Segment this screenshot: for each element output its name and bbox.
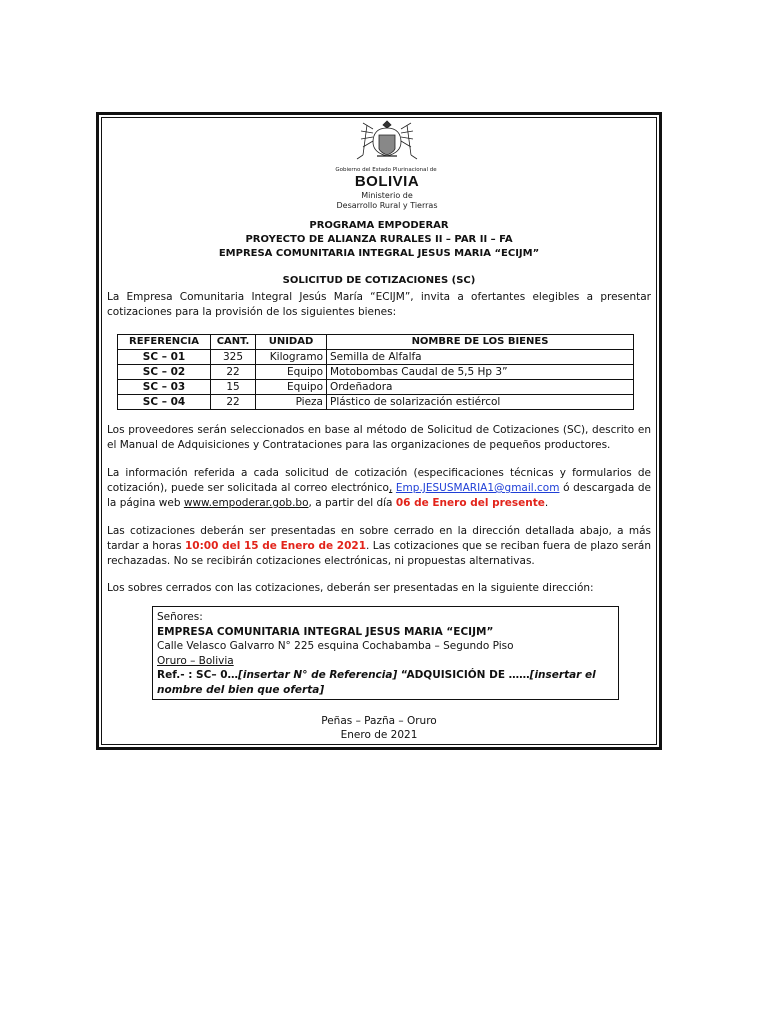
company-title: EMPRESA COMUNITARIA INTEGRAL JESUS MARIA “ECIJM” [218,248,540,259]
ministry-line-1: Ministerio de [361,191,413,200]
address-box [152,606,619,700]
document-title: SOLICITUD DE COTIZACIONES (SC) [282,275,476,286]
footer-place: Peñas – Pazña – Oruro [321,715,437,727]
selection-paragraph: Los proveedores serán seleccionados en base al método de Solicitud de Cotizaciones (SC), descrito en el Manual de Adquisiciones y Contrataciones para las organizaciones de pequeños productores. [107,424,651,451]
cell-unidad: Pieza [256,395,327,410]
deadline-date: 10:00 del 15 de Enero de 2021 [184,540,367,552]
ref-mid: “ADQUISICIÓN DE …… [397,669,530,681]
government-line: Gobierno del Estado Plurinacional de [335,167,437,173]
intro-paragraph: La Empresa Comunitaria Integral Jesús María “ECIJM”, invita a ofertantes elegibles a presentar cotizaciones para la provisión de los siguientes bienes: [107,291,651,318]
table-row [118,395,634,410]
cell-cant: 325 [211,350,256,365]
cell-ref: SC – 02 [118,365,211,380]
ref-insert-2: [insertar el nombre del bien que oferta] [157,669,596,696]
table-row [118,365,634,380]
deadline-paragraph [107,524,651,569]
ref-label: Ref.- : SC– 0… [157,669,239,681]
program-title: PROGRAMA EMPODERAR [309,220,449,231]
header-unidad: UNIDAD [256,335,327,350]
address-salutation: Señores: [157,611,203,623]
info-comma: , [388,482,393,494]
info-text-2: ó descargada de la página web [107,482,651,509]
info-text-1: La información referida a cada solicitud de cotización (especificaciones técnicas y formularios de cotización), puede ser solicitada al correo electrónico [107,467,651,494]
goods-table [117,334,634,410]
address-reference [157,668,614,697]
ministry-name [307,191,467,211]
cell-cant: 22 [211,395,256,410]
ministry-line-2: Desarrollo Rural y Tierras [336,201,438,210]
cell-unidad: Equipo [256,365,327,380]
table-header-row [118,335,634,350]
cell-ref: SC – 04 [118,395,211,410]
table-row [118,380,634,395]
cell-cant: 22 [211,365,256,380]
cell-ref: SC – 01 [118,350,211,365]
document-frame [96,112,662,750]
start-date: 06 de Enero del presente [395,497,545,509]
cell-nombre: Semilla de Alfalfa [327,350,634,365]
deadline-text-2: . Las cotizaciones que se reciban fuera de plazo serán rechazadas. No se recibirán cotizaciones electrónicas, ni propuestas alternativas. [107,540,651,567]
address-street: Calle Velasco Galvarro N° 225 esquina Cochabamba – Segundo Piso [157,640,514,652]
ref-insert: [insertar N° de Referencia] [238,669,398,681]
project-title: PROYECTO DE ALIANZA RURALES II – PAR II – FA [245,234,513,245]
address-intro-paragraph: Los sobres cerrados con las cotizaciones, deberán ser presentadas en la siguiente dirección: [107,582,594,594]
footer-date: Enero de 2021 [340,729,418,741]
deadline-text-1: Las cotizaciones deberán ser presentadas en sobre cerrado en la dirección detallada abajo, a más tardar a horas [107,525,651,552]
cell-unidad: Equipo [256,380,327,395]
cell-nombre: Motobombas Caudal de 5,5 Hp 3” [327,365,634,380]
cell-nombre: Plástico de solarización estiércol [327,395,634,410]
information-paragraph [107,466,651,511]
country-name: BOLIVIA [354,173,420,190]
header-nombre: NOMBRE DE LOS BIENES [327,335,634,350]
header-referencia: REFERENCIA [118,335,211,350]
cell-nombre: Ordeñadora [327,380,634,395]
table-row [118,350,634,365]
cell-cant: 15 [211,380,256,395]
address-city: Oruro – Bolivia [157,654,234,667]
info-text-3: , a partir del día [308,497,396,509]
header-cantidad: CANT. [211,335,256,350]
cell-unidad: Kilogramo [256,350,327,365]
website-link[interactable]: www.empoderar.gob.bo [183,497,309,509]
address-company: EMPRESA COMUNITARIA INTEGRAL JESUS MARIA “ECIJM” [157,625,494,638]
cell-ref: SC – 03 [118,380,211,395]
email-link[interactable]: Emp.JESUSMARIA1@gmail.com [395,482,560,494]
info-text-4: . [544,497,549,509]
